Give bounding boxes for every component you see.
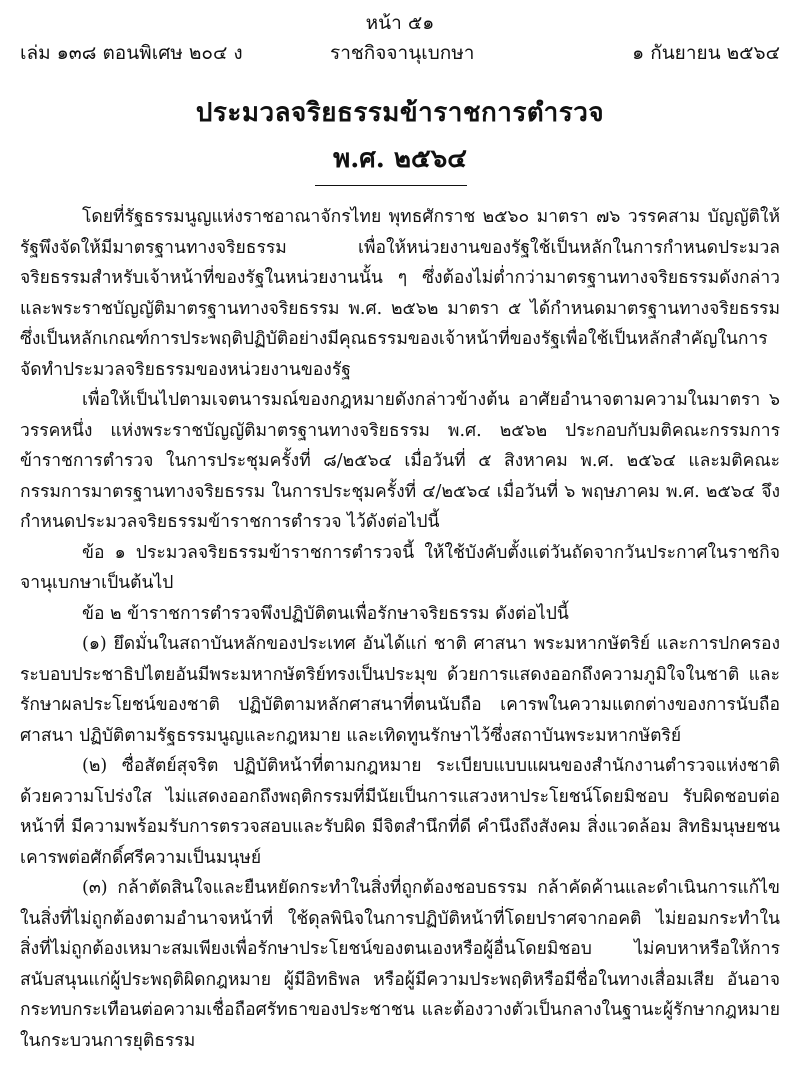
- preamble-paragraph-2: เพื่อให้เป็นไปตามเจตนารมณ์ของกฎหมายดังกล่าวข้างต้น อาศัยอำนาจตามความในมาตรา ๖ วรรคหนึ่ง แห่งพระราชบัญญัติมาตรฐานทางจริยธรรม พ.ศ. ๒๕๖๒ ประกอบกับมติคณะกรรมการข้าราชการตำรวจ ในการประชุมครั้งที่ ๘/๒๕๖๔ เมื่อวันที่ ๕ สิงหาคม พ.ศ. ๒๕๖๔ และมติคณะกรรมการมาตรฐานทางจริยธรรม ในการประชุมครั้งที่ ๔/๒๕๖๔ เมื่อวันที่ ๖ พฤษภาคม พ.ศ. ๒๕๖๔ จึงกำหนดประมวลจริยธรรมข้าราชการตำรวจ ไว้ดังต่อไปนี้: [20, 390, 780, 532]
- article-2-item-1: (๑) ยึดมั่นในสถาบันหลักของประเทศ อันได้แก่ ชาติ ศาสนา พระมหากษัตริย์ และการปกครองระบอบประชาธิปไตยอันมีพระมหากษัตริย์ทรงเป็นประมุข ด้วยการแสดงออกถึงความภูมิใจในชาติ และรักษาผลประโยชน์ของชาติ ปฏิบัติตามหลักศาสนาที่ตนนับถือ เคารพในความแตกต่างของการนับถือศาสนา ปฏิบัติตามรัฐธรรมนูญและกฎหมาย และเทิดทูนรักษาไว้ซึ่งสถาบันพระมหากษัตริย์: [20, 634, 780, 746]
- page-number: หน้า ๕๑: [365, 12, 435, 34]
- publication-date: ๑ กันยายน ๒๕๖๔: [632, 42, 780, 64]
- volume-issue: เล่ม ๑๓๘ ตอนพิเศษ ๒๐๔ ง: [20, 42, 243, 64]
- article-2-item-3: (๓) กล้าตัดสินใจและยืนหยัดกระทำในสิ่งที่ถูกต้องชอบธรรม กล้าคัดค้านและดำเนินการแก้ไขในสิ่งที่ไม่ถูกต้องตามอำนาจหน้าที่ ใช้ดุลพินิจในการปฏิบัติหน้าที่โดยปราศจากอคติ ไม่ยอมกระทำในสิ่งที่ไม่ถูกต้องเหมาะสมเพียงเพื่อรักษาประโยชน์ของตนเองหรือผู้อื่นโดยมิชอบ ไม่คบหาหรือให้การสนับสนุนแก่ผู้ประพฤติผิดกฎหมาย ผู้มีอิทธิพล หรือผู้มีความประพฤติหรือมีชื่อในทางเสื่อมเสีย อันอาจกระทบกระเทือนต่อความเชื่อถือศรัทธาของประชาชน และต้องวางตัวเป็นกลางในฐานะผู้รักษากฎหมายในกระบวนการยุติธรรม: [20, 878, 780, 1051]
- article-2-item-2: (๒) ซื่อสัตย์สุจริต ปฏิบัติหน้าที่ตามกฎหมาย ระเบียบแบบแผนของสำนักงานตำรวจแห่งชาติด้วยความโปร่งใส ไม่แสดงออกถึงพฤติกรรมที่มีนัยเป็นการแสวงหาประโยชน์โดยมิชอบ รับผิดชอบต่อหน้าที่ มีความพร้อมรับการตรวจสอบและรับผิด มีจิตสำนึกที่ดี คำนึงถึงสังคม สิ่งแวดล้อม สิทธิมนุษยชน เคารพต่อศักดิ์ศรีความเป็นมนุษย์: [20, 756, 780, 868]
- document-year: พ.ศ. ๒๕๖๔: [333, 144, 467, 174]
- gazette-name: ราชกิจจานุเบกษา: [330, 42, 475, 64]
- article-1: ข้อ ๑ ประมวลจริยธรรมข้าราชการตำรวจนี้ ให้ใช้บังคับตั้งแต่วันถัดจากวันประกาศในราชกิจจานุเบกษาเป็นต้นไป: [20, 542, 780, 593]
- gazette-header: [20, 38, 780, 64]
- article-2: ข้อ ๒ ข้าราชการตำรวจพึงปฏิบัติตนเพื่อรักษาจริยธรรม ดังต่อไปนี้: [82, 603, 569, 624]
- preamble-paragraph-1: โดยที่รัฐธรรมนูญแห่งราชอาณาจักรไทย พุทธศักราช ๒๕๖๐ มาตรา ๗๖ วรรคสาม บัญญัติให้รัฐพึงจัดให้มีมาตรฐานทางจริยธรรม เพื่อให้หน่วยงานของรัฐใช้เป็นหลักในการกำหนดประมวลจริยธรรมสำหรับเจ้าหน้าที่ของรัฐในหน่วยงานนั้น ๆ ซึ่งต้องไม่ต่ำกว่ามาตรฐานทางจริยธรรมดังกล่าว และพระราชบัญญัติมาตรฐานทางจริยธรรม พ.ศ. ๒๕๖๒ มาตรา ๕ ได้กำหนดมาตรฐานทางจริยธรรมซึ่งเป็นหลักเกณฑ์การประพฤติปฏิบัติอย่างมีคุณธรรมของเจ้าหน้าที่ของรัฐเพื่อใช้เป็นหลักสำคัญในการจัดทำประมวลจริยธรรมของหน่วยงานของรัฐ: [20, 207, 780, 380]
- title-divider: [315, 185, 467, 186]
- document-title: ประมวลจริยธรรมข้าราชการตำรวจ: [195, 98, 605, 128]
- document-body: [20, 202, 780, 1056]
